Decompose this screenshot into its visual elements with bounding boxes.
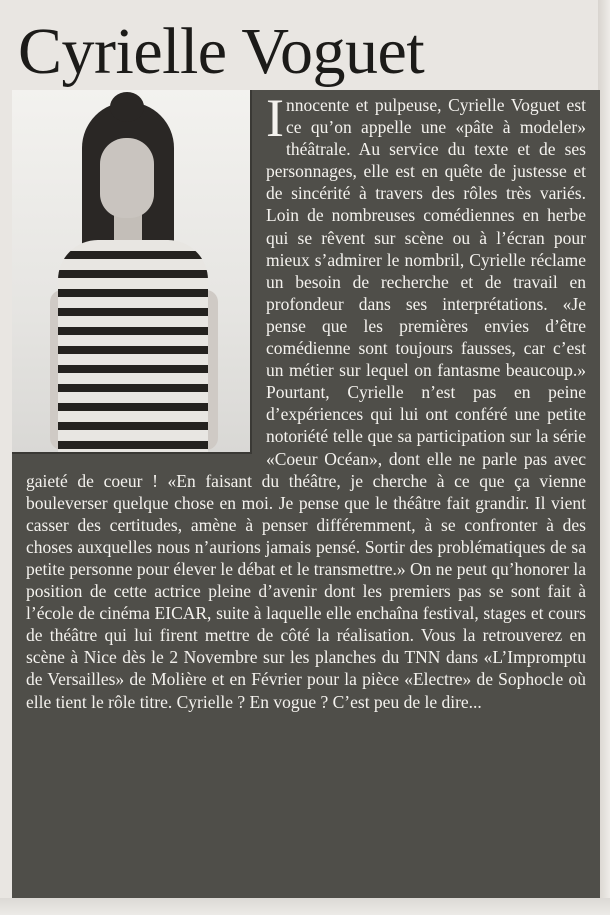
drop-cap: I — [266, 90, 284, 148]
article-body-panel — [12, 90, 600, 898]
photo-face — [100, 138, 154, 218]
photo-striped-shirt — [58, 240, 208, 452]
photo-hair-bun — [110, 92, 144, 122]
portrait-photo — [12, 90, 252, 454]
article-paragraph: nnocente et pulpeuse, Cyrielle Voguet est ce qu’on appelle une «pâte à modeler» théâtrale. Au service du texte et de ses personnages, elle est en quête de justesse et de sincérité à travers des rôles très variés. Loin de nombreuses comédiennes en herbe qui se rêvent sur scène ou à l’écran pour mieux s’admirer le nombril, Cyrielle réclame un besoin de recherche et de travail en profondeur dans ses interprétations. «Je pense que les premières envies d’être comédienne sont toujours fausses, car c’est un métier sur lequel on fantasme beaucoup.» Pourtant, Cyrielle n’est pas en peine d’expériences qui lui ont conféré une petite notoriété telle que sa participation sur la série «Coeur Océan», dont elle ne parle pas avec gaieté de coeur ! «En faisant du théâtre, je cherche à ce que ça vienne bouleverser quelque chose en moi. Je pense que le théâtre fait grandir. Il vient casser des certitudes, amène à penser différemment, à se confronter à des choses auxquelles nous n’aurions jamais pensé. Sortir des problématiques de sa petite personne pour élever le débat et le transmettre.» On ne peut qu’honorer la position de cette actrice pleine d’avenir dont les premiers pas se sont fait à l’école de cinéma EICAR, suite à laquelle elle enchaîna festival, stages et cours de théâtre qui lui firent mettre de côté la réalisation. Vous la retrouverez en scène à Nice dès le 2 Novembre sur les planches du TNN dans «L’Impromptu de Versailles» de Molière et en Février pour la pièce «Electre» de Sophocle où elle tient le rôle titre. Cyrielle ? En vogue ? C’est peu de le dire... — [26, 95, 586, 712]
page-bottom-edge — [0, 898, 610, 915]
article-headline: Cyrielle Voguet — [18, 15, 425, 88]
